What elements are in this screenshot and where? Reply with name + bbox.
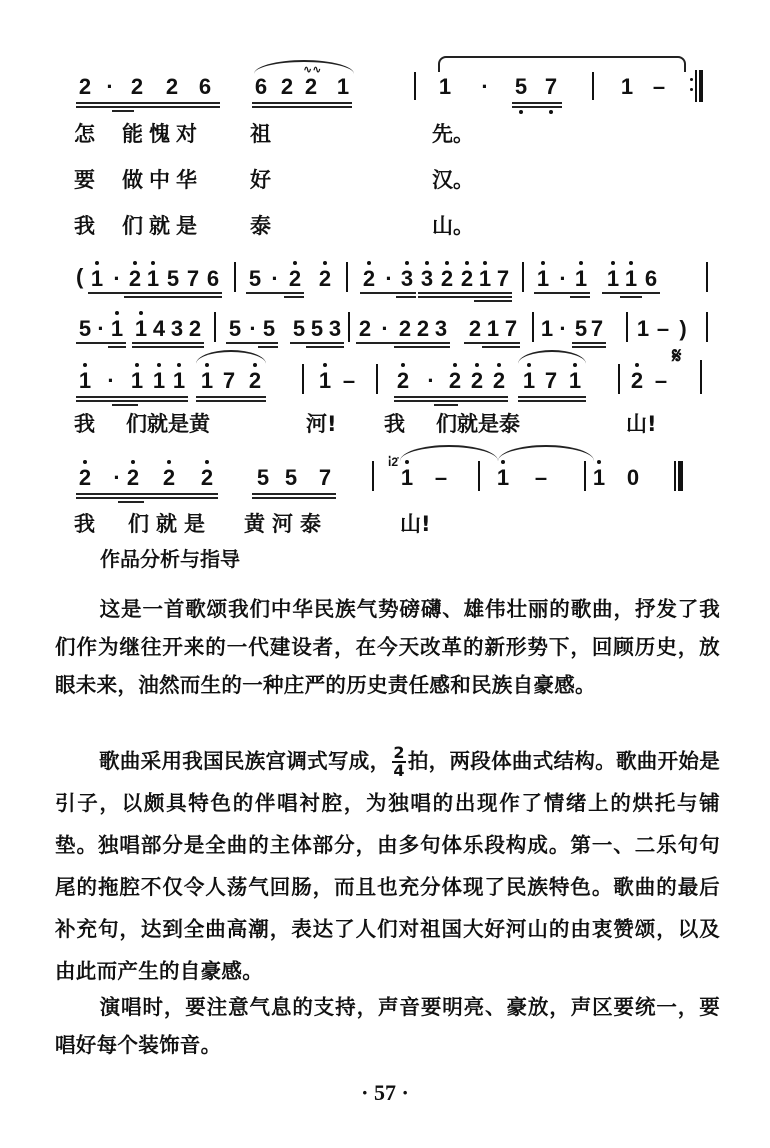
- note: 5: [78, 316, 92, 341]
- beam: [226, 342, 278, 344]
- beam: [112, 110, 134, 112]
- beam: [482, 346, 520, 348]
- note: 2: [416, 316, 430, 341]
- close-paren: ): [679, 316, 687, 341]
- dash-sustain: –: [342, 368, 356, 393]
- paragraph-1: [55, 590, 720, 704]
- note: 2: [468, 316, 482, 341]
- note: 1: [486, 316, 500, 341]
- note: 2: [630, 368, 644, 393]
- note: 1: [536, 266, 550, 291]
- time-sig-denominator: 4: [393, 761, 405, 780]
- dot-duration: ·: [271, 266, 279, 291]
- note: 2: [126, 465, 140, 490]
- note: 7: [222, 368, 236, 393]
- dot-duration: ·: [97, 316, 105, 341]
- note: 1: [522, 368, 536, 393]
- lyric: 们就是: [122, 214, 203, 238]
- note: 1: [90, 266, 104, 291]
- tie: [438, 56, 686, 72]
- beam: [76, 396, 188, 398]
- dash-sustain: –: [652, 74, 666, 99]
- score-line-4: [0, 344, 770, 408]
- beam: [196, 396, 266, 398]
- note: 3: [170, 316, 184, 341]
- barline: [626, 312, 628, 342]
- barline: [302, 364, 304, 394]
- barline: [234, 262, 236, 292]
- note: 1: [478, 266, 492, 291]
- lyric: 汉。: [432, 168, 474, 192]
- lyric: 我: [74, 214, 95, 238]
- barline: [376, 364, 378, 394]
- note: 5: [284, 465, 298, 490]
- lyric: 好: [250, 168, 271, 192]
- beam: [196, 400, 266, 402]
- note: 2: [288, 266, 302, 291]
- beam: [132, 346, 204, 348]
- lyric: 黄河泰: [244, 512, 328, 536]
- barline: [700, 360, 702, 394]
- segno-icon: 𝄋: [672, 344, 682, 369]
- lyric: 祖: [250, 122, 271, 146]
- beam: [76, 493, 218, 495]
- note: 1: [620, 74, 634, 99]
- note: 3: [328, 316, 342, 341]
- note: 1: [130, 368, 144, 393]
- note: 2: [362, 266, 376, 291]
- note: 2: [318, 266, 332, 291]
- barline: [618, 364, 620, 394]
- grace-notes: i̇2̇: [388, 455, 399, 469]
- paragraph-1-text: 这是一首歌颂我们中华民族气势磅礴、雄伟壮丽的歌曲，抒发了我们作为继往开来的一代建设者，在今天改革的新形势下，回顾历史，放眼未来，油然而生的一种庄严的历史责任感和民族自豪感。: [55, 597, 720, 697]
- barline: [522, 262, 524, 292]
- note: 5: [574, 316, 588, 341]
- beam: [512, 102, 562, 104]
- barline: [592, 72, 594, 100]
- paragraph-2: [55, 740, 720, 992]
- beam: [124, 296, 144, 298]
- note: 1: [540, 316, 554, 341]
- note: 6: [254, 74, 268, 99]
- dot-duration: ·: [113, 465, 121, 490]
- tie: [400, 445, 498, 461]
- note: 2: [130, 74, 144, 99]
- beam: [394, 396, 508, 398]
- note: 2: [398, 316, 412, 341]
- note: 7: [544, 74, 558, 99]
- note: 2: [188, 316, 202, 341]
- beam: [144, 296, 222, 298]
- beam: [570, 296, 590, 298]
- note: 3: [420, 266, 434, 291]
- beam: [76, 342, 126, 344]
- score-line-2: [0, 258, 770, 308]
- beam: [246, 292, 304, 294]
- time-signature: [392, 745, 405, 779]
- dash-sustain: –: [654, 368, 668, 393]
- dot-duration: ·: [106, 74, 114, 99]
- lyric: 们就是泰: [436, 412, 520, 436]
- tie: [498, 445, 594, 461]
- beam: [394, 346, 414, 348]
- barline: [478, 461, 480, 491]
- lyric: 先。: [432, 122, 474, 146]
- note: 2: [440, 266, 454, 291]
- note: 1: [592, 465, 606, 490]
- note: 1: [624, 266, 638, 291]
- note: 1: [134, 316, 148, 341]
- beam: [360, 292, 416, 294]
- note: 1: [146, 266, 160, 291]
- beam: [356, 342, 450, 344]
- score-line-5: [0, 455, 770, 505]
- beam: [620, 296, 642, 298]
- dot-duration: ·: [385, 266, 393, 291]
- note: 2: [396, 368, 410, 393]
- note: 2: [460, 266, 474, 291]
- note: 1: [318, 368, 332, 393]
- beam: [290, 342, 344, 344]
- score-line-1: [0, 63, 770, 116]
- lyric: 我: [384, 412, 405, 436]
- time-sig-numerator: 2: [393, 743, 405, 762]
- paragraph-3-text: 演唱时，要注意气息的支持，声音要明亮、豪放，声区要统一，要唱好每个装饰音。: [55, 995, 720, 1057]
- note: 1: [636, 316, 650, 341]
- dash-sustain: –: [434, 465, 448, 490]
- beam: [572, 346, 606, 348]
- dot-duration: ·: [107, 368, 115, 393]
- note: 7: [590, 316, 604, 341]
- beam: [306, 346, 344, 348]
- note: 5: [262, 316, 276, 341]
- lyric: 河!: [306, 412, 337, 436]
- note: 1: [568, 368, 582, 393]
- note: 5: [292, 316, 306, 341]
- note: 1: [110, 316, 124, 341]
- beam: [394, 400, 508, 402]
- beam: [414, 346, 450, 348]
- note: 5: [310, 316, 324, 341]
- note: 7: [496, 266, 510, 291]
- beam: [284, 296, 304, 298]
- beam: [518, 396, 586, 398]
- repeat-end-icon: [690, 70, 704, 102]
- beam: [534, 292, 590, 294]
- note: 5: [166, 266, 180, 291]
- beam: [252, 106, 352, 108]
- beam: [76, 497, 218, 499]
- note: 2: [78, 74, 92, 99]
- dot-duration: ·: [559, 266, 567, 291]
- beam: [76, 400, 188, 402]
- lyric: 要: [74, 168, 95, 192]
- dot-duration: ·: [249, 316, 257, 341]
- note: 3: [400, 266, 414, 291]
- note: 2: [128, 266, 142, 291]
- dot-duration: ·: [559, 316, 567, 341]
- beam: [518, 400, 586, 402]
- note: 1: [200, 368, 214, 393]
- lyric: 能愧对: [122, 122, 203, 146]
- section-heading: 作品分析与指导: [100, 547, 240, 571]
- note: 2: [248, 368, 262, 393]
- note: 2: [165, 74, 179, 99]
- dot-duration: ·: [481, 74, 489, 99]
- note: 6: [198, 74, 212, 99]
- rest: 0: [626, 465, 640, 490]
- beam: [76, 106, 220, 108]
- beam: [88, 292, 144, 294]
- note: 7: [186, 266, 200, 291]
- note: 6: [206, 266, 220, 291]
- paragraph-2-text-b: 拍，两段体曲式结构。歌曲开始是引子，以颇具特色的伴唱衬腔，为独唱的出现作了情绪上的烘托与铺垫。独唱部分是全曲的主体部分，由多句体乐段构成。第一、二乐句句尾的拖腔不仅令人荡气回肠，而且也充分体现了民族特色。歌曲的最后补充句，达到全曲高潮，表达了人们对祖国大好河山的由衷赞颂，以及由此而产生的自豪感。: [55, 749, 721, 983]
- note: 5: [514, 74, 528, 99]
- beam: [76, 102, 220, 104]
- note: 2: [200, 465, 214, 490]
- lyric: 做中华: [122, 168, 203, 192]
- dot-duration: ·: [427, 368, 435, 393]
- final-barline-icon: [674, 461, 684, 491]
- note: 1: [438, 74, 452, 99]
- beam: [418, 292, 512, 294]
- score-line-3: [0, 308, 770, 358]
- beam: [132, 342, 204, 344]
- beam: [418, 296, 512, 298]
- note: 7: [318, 465, 332, 490]
- open-paren: (: [76, 264, 84, 289]
- note: 2: [470, 368, 484, 393]
- dot-duration: ·: [381, 316, 389, 341]
- note: 1: [152, 368, 166, 393]
- page-number: · 57 ·: [361, 1080, 409, 1105]
- note: 2: [280, 74, 294, 99]
- note: 1: [78, 368, 92, 393]
- beam: [396, 296, 416, 298]
- barline: [706, 312, 708, 342]
- dash-sustain: –: [534, 465, 548, 490]
- note: 2: [358, 316, 372, 341]
- barline: [372, 461, 374, 491]
- beam: [118, 501, 144, 503]
- note: 1: [496, 465, 510, 490]
- note: 1: [172, 368, 186, 393]
- beam: [252, 102, 352, 104]
- lyric: 们就是: [128, 512, 212, 536]
- mordent-icon: ∿∿: [303, 63, 322, 76]
- lyric: 山!: [626, 412, 657, 436]
- beam: [252, 497, 336, 499]
- note: 1: [336, 74, 350, 99]
- barline: [414, 72, 416, 100]
- lyric: 我: [74, 412, 95, 436]
- note: 4: [152, 316, 166, 341]
- barline: [706, 262, 708, 292]
- lyric: 们就是黄: [126, 412, 210, 436]
- lyric: 我: [74, 512, 95, 536]
- beam: [434, 404, 458, 406]
- barline: [532, 312, 534, 342]
- note: 1: [574, 266, 588, 291]
- barline: [584, 461, 586, 491]
- note: 2: [448, 368, 462, 393]
- note: 2: [492, 368, 506, 393]
- note: 5: [256, 465, 270, 490]
- lyric: 泰: [250, 214, 271, 238]
- note: 2: [78, 465, 92, 490]
- beam: [512, 106, 562, 108]
- beam: [108, 346, 126, 348]
- note: 1: [606, 266, 620, 291]
- note: 7: [504, 316, 518, 341]
- beam: [474, 300, 512, 302]
- barline: [348, 312, 350, 342]
- paragraph-3: [55, 988, 720, 1064]
- lyric: 山!: [400, 512, 431, 536]
- beam: [258, 346, 278, 348]
- beam: [602, 292, 660, 294]
- note: 2: [162, 465, 176, 490]
- note: 5: [248, 266, 262, 291]
- beam: [252, 493, 336, 495]
- note: 6: [644, 266, 658, 291]
- dash-sustain: –: [656, 316, 670, 341]
- note: 7: [544, 368, 558, 393]
- note: 3: [434, 316, 448, 341]
- beam: [112, 404, 138, 406]
- lyric: 怎: [74, 122, 95, 146]
- paragraph-2-text-a: 歌曲采用我国民族宫调式写成，: [99, 749, 391, 773]
- lyric: 山。: [432, 214, 474, 238]
- beam: [464, 342, 520, 344]
- barline: [346, 262, 348, 292]
- note: 5: [228, 316, 242, 341]
- barline: [214, 312, 216, 342]
- beam: [144, 292, 222, 294]
- note: 1: [400, 465, 414, 490]
- dot-duration: ·: [113, 266, 121, 291]
- beam: [572, 342, 606, 344]
- note: 2: [304, 74, 318, 99]
